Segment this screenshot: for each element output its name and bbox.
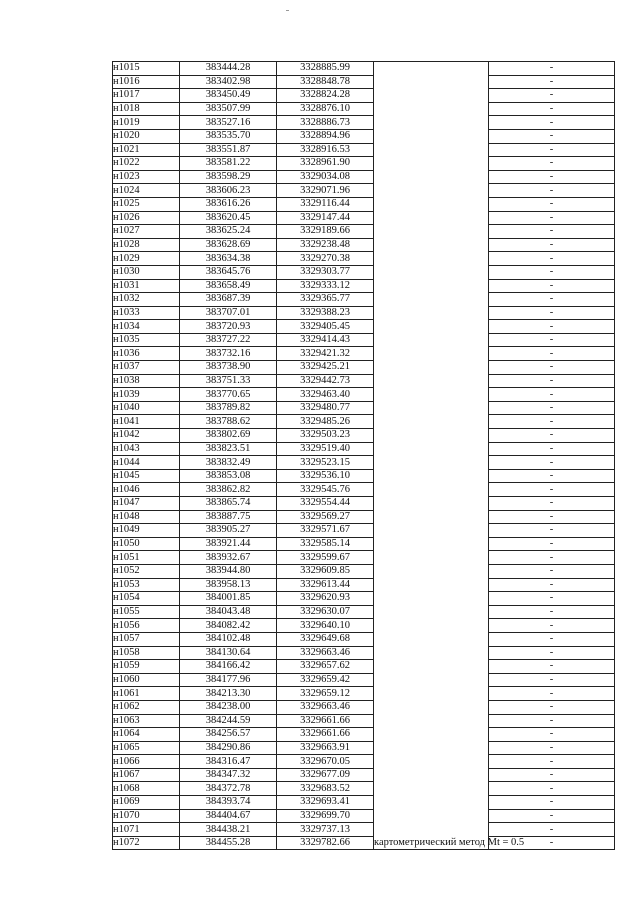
y-coordinate-cell: 3329693.41 bbox=[277, 796, 374, 810]
x-coordinate-cell: 383527.16 bbox=[180, 116, 277, 130]
y-coordinate-cell: 3329657.62 bbox=[277, 660, 374, 674]
point-id-cell: н1055 bbox=[113, 605, 180, 619]
y-coordinate-cell: 3329442.73 bbox=[277, 374, 374, 388]
table-row bbox=[113, 225, 615, 239]
y-coordinate-cell: 3329571.67 bbox=[277, 524, 374, 538]
table-row bbox=[113, 646, 615, 660]
accuracy-cell: - bbox=[489, 320, 615, 334]
table-row bbox=[113, 333, 615, 347]
y-coordinate-cell: 3329599.67 bbox=[277, 551, 374, 565]
accuracy-cell: - bbox=[489, 143, 615, 157]
y-coordinate-cell: 3329659.12 bbox=[277, 687, 374, 701]
x-coordinate-cell: 383535.70 bbox=[180, 129, 277, 143]
y-coordinate-cell: 3329523.15 bbox=[277, 456, 374, 470]
y-coordinate-cell: 3329333.12 bbox=[277, 279, 374, 293]
accuracy-cell: - bbox=[489, 660, 615, 674]
table-row bbox=[113, 497, 615, 511]
point-id-cell: н1038 bbox=[113, 374, 180, 388]
point-id-cell: н1050 bbox=[113, 537, 180, 551]
accuracy-cell: - bbox=[489, 564, 615, 578]
x-coordinate-cell: 383905.27 bbox=[180, 524, 277, 538]
y-coordinate-cell: 3329414.43 bbox=[277, 333, 374, 347]
point-id-cell: н1028 bbox=[113, 238, 180, 252]
point-id-cell: н1034 bbox=[113, 320, 180, 334]
table-row bbox=[113, 388, 615, 402]
x-coordinate-cell: 383645.76 bbox=[180, 265, 277, 279]
accuracy-cell: - bbox=[489, 374, 615, 388]
point-id-cell: н1039 bbox=[113, 388, 180, 402]
table-row bbox=[113, 320, 615, 334]
accuracy-cell: - bbox=[489, 768, 615, 782]
point-id-cell: н1021 bbox=[113, 143, 180, 157]
y-coordinate-cell: 3329649.68 bbox=[277, 632, 374, 646]
y-coordinate-cell: 3329545.76 bbox=[277, 483, 374, 497]
x-coordinate-cell: 384316.47 bbox=[180, 755, 277, 769]
y-coordinate-cell: 3328894.96 bbox=[277, 129, 374, 143]
accuracy-cell: - bbox=[489, 102, 615, 116]
accuracy-cell: - bbox=[489, 401, 615, 415]
point-id-cell: н1072 bbox=[113, 836, 180, 850]
x-coordinate-cell: 383802.69 bbox=[180, 429, 277, 443]
x-coordinate-cell: 383616.26 bbox=[180, 197, 277, 211]
table-row bbox=[113, 102, 615, 116]
accuracy-cell: - bbox=[489, 361, 615, 375]
table-row bbox=[113, 442, 615, 456]
y-coordinate-cell: 3329585.14 bbox=[277, 537, 374, 551]
y-coordinate-cell: 3329071.96 bbox=[277, 184, 374, 198]
y-coordinate-cell: 3328876.10 bbox=[277, 102, 374, 116]
accuracy-cell: - bbox=[489, 238, 615, 252]
x-coordinate-cell: 383887.75 bbox=[180, 510, 277, 524]
x-coordinate-cell: 383832.49 bbox=[180, 456, 277, 470]
point-id-cell: н1048 bbox=[113, 510, 180, 524]
x-coordinate-cell: 383444.28 bbox=[180, 62, 277, 76]
point-id-cell: н1027 bbox=[113, 225, 180, 239]
method-note: картометрический метод Mt = 0.5 bbox=[374, 837, 525, 849]
table-row bbox=[113, 265, 615, 279]
accuracy-cell: - bbox=[489, 782, 615, 796]
accuracy-cell: - bbox=[489, 592, 615, 606]
table-row bbox=[113, 469, 615, 483]
point-id-cell: н1036 bbox=[113, 347, 180, 361]
x-coordinate-cell: 383634.38 bbox=[180, 252, 277, 266]
table-row bbox=[113, 592, 615, 606]
x-coordinate-cell: 383687.39 bbox=[180, 293, 277, 307]
x-coordinate-cell: 383770.65 bbox=[180, 388, 277, 402]
point-id-cell: н1066 bbox=[113, 755, 180, 769]
accuracy-cell: - bbox=[489, 619, 615, 633]
accuracy-cell: - bbox=[489, 197, 615, 211]
accuracy-cell: - bbox=[489, 836, 615, 850]
point-id-cell: н1047 bbox=[113, 497, 180, 511]
x-coordinate-cell: 384043.48 bbox=[180, 605, 277, 619]
y-coordinate-cell: 3329270.38 bbox=[277, 252, 374, 266]
point-id-cell: н1058 bbox=[113, 646, 180, 660]
point-id-cell: н1046 bbox=[113, 483, 180, 497]
point-id-cell: н1044 bbox=[113, 456, 180, 470]
x-coordinate-cell: 384244.59 bbox=[180, 714, 277, 728]
y-coordinate-cell: 3328848.78 bbox=[277, 75, 374, 89]
x-coordinate-cell: 383853.08 bbox=[180, 469, 277, 483]
table-row bbox=[113, 551, 615, 565]
point-id-cell: н1024 bbox=[113, 184, 180, 198]
table-row bbox=[113, 782, 615, 796]
table-row bbox=[113, 796, 615, 810]
x-coordinate-cell: 383707.01 bbox=[180, 306, 277, 320]
point-id-cell: н1069 bbox=[113, 796, 180, 810]
x-coordinate-cell: 383507.99 bbox=[180, 102, 277, 116]
accuracy-cell: - bbox=[489, 796, 615, 810]
x-coordinate-cell: 383450.49 bbox=[180, 89, 277, 103]
accuracy-cell: - bbox=[489, 809, 615, 823]
x-coordinate-cell: 384238.00 bbox=[180, 700, 277, 714]
y-coordinate-cell: 3328824.28 bbox=[277, 89, 374, 103]
y-coordinate-cell: 3329683.52 bbox=[277, 782, 374, 796]
x-coordinate-cell: 383402.98 bbox=[180, 75, 277, 89]
point-id-cell: н1016 bbox=[113, 75, 180, 89]
point-id-cell: н1065 bbox=[113, 741, 180, 755]
x-coordinate-cell: 383606.23 bbox=[180, 184, 277, 198]
accuracy-cell: - bbox=[489, 741, 615, 755]
accuracy-cell: - bbox=[489, 823, 615, 837]
table-row bbox=[113, 143, 615, 157]
table-row bbox=[113, 755, 615, 769]
point-id-cell: н1026 bbox=[113, 211, 180, 225]
accuracy-cell: - bbox=[489, 646, 615, 660]
accuracy-cell: - bbox=[489, 333, 615, 347]
point-id-cell: н1051 bbox=[113, 551, 180, 565]
scan-mark bbox=[286, 10, 289, 11]
y-coordinate-cell: 3329238.48 bbox=[277, 238, 374, 252]
y-coordinate-cell: 3329661.66 bbox=[277, 714, 374, 728]
y-coordinate-cell: 3329661.66 bbox=[277, 728, 374, 742]
accuracy-cell: - bbox=[489, 483, 615, 497]
y-coordinate-cell: 3329737.13 bbox=[277, 823, 374, 837]
x-coordinate-cell: 383658.49 bbox=[180, 279, 277, 293]
point-id-cell: н1059 bbox=[113, 660, 180, 674]
table-row bbox=[113, 836, 615, 850]
x-coordinate-cell: 384177.96 bbox=[180, 673, 277, 687]
table-row bbox=[113, 714, 615, 728]
table-row bbox=[113, 524, 615, 538]
table-row bbox=[113, 823, 615, 837]
table-row bbox=[113, 184, 615, 198]
table-row bbox=[113, 510, 615, 524]
y-coordinate-cell: 3329485.26 bbox=[277, 415, 374, 429]
y-coordinate-cell: 3329405.45 bbox=[277, 320, 374, 334]
y-coordinate-cell: 3329640.10 bbox=[277, 619, 374, 633]
y-coordinate-cell: 3329782.66 bbox=[277, 836, 374, 850]
table-row bbox=[113, 687, 615, 701]
x-coordinate-cell: 383921.44 bbox=[180, 537, 277, 551]
y-coordinate-cell: 3329425.21 bbox=[277, 361, 374, 375]
table-row bbox=[113, 157, 615, 171]
table-row bbox=[113, 238, 615, 252]
table-row bbox=[113, 673, 615, 687]
accuracy-cell: - bbox=[489, 265, 615, 279]
y-coordinate-cell: 3329503.23 bbox=[277, 429, 374, 443]
x-coordinate-cell: 383628.69 bbox=[180, 238, 277, 252]
table-row bbox=[113, 252, 615, 266]
point-id-cell: н1019 bbox=[113, 116, 180, 130]
point-id-cell: н1049 bbox=[113, 524, 180, 538]
accuracy-cell: - bbox=[489, 605, 615, 619]
table-row bbox=[113, 537, 615, 551]
table-row bbox=[113, 401, 615, 415]
point-id-cell: н1060 bbox=[113, 673, 180, 687]
x-coordinate-cell: 383789.82 bbox=[180, 401, 277, 415]
point-id-cell: н1022 bbox=[113, 157, 180, 171]
accuracy-cell: - bbox=[489, 510, 615, 524]
table-row bbox=[113, 361, 615, 375]
x-coordinate-cell: 383944.80 bbox=[180, 564, 277, 578]
table-row bbox=[113, 632, 615, 646]
point-id-cell: н1043 bbox=[113, 442, 180, 456]
table-row bbox=[113, 211, 615, 225]
accuracy-cell: - bbox=[489, 225, 615, 239]
x-coordinate-cell: 383823.51 bbox=[180, 442, 277, 456]
x-coordinate-cell: 384393.74 bbox=[180, 796, 277, 810]
y-coordinate-cell: 3329663.46 bbox=[277, 700, 374, 714]
x-coordinate-cell: 384102.48 bbox=[180, 632, 277, 646]
accuracy-cell: - bbox=[489, 714, 615, 728]
x-coordinate-cell: 383551.87 bbox=[180, 143, 277, 157]
x-coordinate-cell: 383581.22 bbox=[180, 157, 277, 171]
coordinates-table bbox=[112, 61, 615, 850]
table-row bbox=[113, 197, 615, 211]
table-row bbox=[113, 129, 615, 143]
table-row bbox=[113, 578, 615, 592]
point-id-cell: н1061 bbox=[113, 687, 180, 701]
accuracy-cell: - bbox=[489, 537, 615, 551]
accuracy-cell: - bbox=[489, 75, 615, 89]
point-id-cell: н1029 bbox=[113, 252, 180, 266]
table-row bbox=[113, 809, 615, 823]
point-id-cell: н1033 bbox=[113, 306, 180, 320]
x-coordinate-cell: 383720.93 bbox=[180, 320, 277, 334]
table-row bbox=[113, 306, 615, 320]
table-row bbox=[113, 347, 615, 361]
point-id-cell: н1054 bbox=[113, 592, 180, 606]
table-row bbox=[113, 75, 615, 89]
table-row bbox=[113, 279, 615, 293]
point-id-cell: н1068 bbox=[113, 782, 180, 796]
table-row bbox=[113, 660, 615, 674]
point-id-cell: н1017 bbox=[113, 89, 180, 103]
y-coordinate-cell: 3329663.46 bbox=[277, 646, 374, 660]
accuracy-cell: - bbox=[489, 89, 615, 103]
accuracy-cell: - bbox=[489, 388, 615, 402]
accuracy-cell: - bbox=[489, 755, 615, 769]
y-coordinate-cell: 3329189.66 bbox=[277, 225, 374, 239]
x-coordinate-cell: 383732.16 bbox=[180, 347, 277, 361]
accuracy-cell: - bbox=[489, 578, 615, 592]
table-row bbox=[113, 429, 615, 443]
point-id-cell: н1057 bbox=[113, 632, 180, 646]
point-id-cell: н1025 bbox=[113, 197, 180, 211]
point-id-cell: н1045 bbox=[113, 469, 180, 483]
point-id-cell: н1020 bbox=[113, 129, 180, 143]
point-id-cell: н1030 bbox=[113, 265, 180, 279]
accuracy-cell: - bbox=[489, 524, 615, 538]
point-id-cell: н1070 bbox=[113, 809, 180, 823]
point-id-cell: н1018 bbox=[113, 102, 180, 116]
y-coordinate-cell: 3329554.44 bbox=[277, 497, 374, 511]
accuracy-cell: - bbox=[489, 632, 615, 646]
point-id-cell: н1035 bbox=[113, 333, 180, 347]
x-coordinate-cell: 384347.32 bbox=[180, 768, 277, 782]
accuracy-cell: - bbox=[489, 456, 615, 470]
table-row bbox=[113, 374, 615, 388]
point-id-cell: н1053 bbox=[113, 578, 180, 592]
table-row bbox=[113, 564, 615, 578]
accuracy-cell: - bbox=[489, 306, 615, 320]
y-coordinate-cell: 3329480.77 bbox=[277, 401, 374, 415]
point-id-cell: н1041 bbox=[113, 415, 180, 429]
x-coordinate-cell: 384372.78 bbox=[180, 782, 277, 796]
y-coordinate-cell: 3329519.40 bbox=[277, 442, 374, 456]
accuracy-cell: - bbox=[489, 497, 615, 511]
point-id-cell: н1062 bbox=[113, 700, 180, 714]
x-coordinate-cell: 383738.90 bbox=[180, 361, 277, 375]
method-cell bbox=[374, 62, 525, 850]
x-coordinate-cell: 383932.67 bbox=[180, 551, 277, 565]
table-row bbox=[113, 170, 615, 184]
y-coordinate-cell: 3329609.85 bbox=[277, 564, 374, 578]
table-row bbox=[113, 483, 615, 497]
accuracy-cell: - bbox=[489, 184, 615, 198]
point-id-cell: н1042 bbox=[113, 429, 180, 443]
y-coordinate-cell: 3329463.40 bbox=[277, 388, 374, 402]
accuracy-cell: - bbox=[489, 116, 615, 130]
x-coordinate-cell: 384290.86 bbox=[180, 741, 277, 755]
y-coordinate-cell: 3329670.05 bbox=[277, 755, 374, 769]
table-row bbox=[113, 741, 615, 755]
accuracy-cell: - bbox=[489, 279, 615, 293]
point-id-cell: н1063 bbox=[113, 714, 180, 728]
accuracy-cell: - bbox=[489, 673, 615, 687]
table-row bbox=[113, 293, 615, 307]
x-coordinate-cell: 383727.22 bbox=[180, 333, 277, 347]
y-coordinate-cell: 3329620.93 bbox=[277, 592, 374, 606]
y-coordinate-cell: 3329421.32 bbox=[277, 347, 374, 361]
table-row bbox=[113, 415, 615, 429]
accuracy-cell: - bbox=[489, 728, 615, 742]
y-coordinate-cell: 3329677.09 bbox=[277, 768, 374, 782]
accuracy-cell: - bbox=[489, 551, 615, 565]
x-coordinate-cell: 384404.67 bbox=[180, 809, 277, 823]
point-id-cell: н1037 bbox=[113, 361, 180, 375]
y-coordinate-cell: 3329303.77 bbox=[277, 265, 374, 279]
point-id-cell: н1040 bbox=[113, 401, 180, 415]
y-coordinate-cell: 3329630.07 bbox=[277, 605, 374, 619]
table-row bbox=[113, 605, 615, 619]
point-id-cell: н1023 bbox=[113, 170, 180, 184]
accuracy-cell: - bbox=[489, 469, 615, 483]
point-id-cell: н1071 bbox=[113, 823, 180, 837]
accuracy-cell: - bbox=[489, 252, 615, 266]
point-id-cell: н1064 bbox=[113, 728, 180, 742]
x-coordinate-cell: 384166.42 bbox=[180, 660, 277, 674]
y-coordinate-cell: 3328885.99 bbox=[277, 62, 374, 76]
y-coordinate-cell: 3329663.91 bbox=[277, 741, 374, 755]
accuracy-cell: - bbox=[489, 700, 615, 714]
x-coordinate-cell: 384001.85 bbox=[180, 592, 277, 606]
table-row bbox=[113, 728, 615, 742]
x-coordinate-cell: 383598.29 bbox=[180, 170, 277, 184]
table-row bbox=[113, 89, 615, 103]
x-coordinate-cell: 383862.82 bbox=[180, 483, 277, 497]
point-id-cell: н1032 bbox=[113, 293, 180, 307]
table-row bbox=[113, 456, 615, 470]
accuracy-cell: - bbox=[489, 442, 615, 456]
point-id-cell: н1015 bbox=[113, 62, 180, 76]
y-coordinate-cell: 3329569.27 bbox=[277, 510, 374, 524]
y-coordinate-cell: 3329699.70 bbox=[277, 809, 374, 823]
x-coordinate-cell: 384130.64 bbox=[180, 646, 277, 660]
y-coordinate-cell: 3328961.90 bbox=[277, 157, 374, 171]
y-coordinate-cell: 3329613.44 bbox=[277, 578, 374, 592]
x-coordinate-cell: 384213.30 bbox=[180, 687, 277, 701]
x-coordinate-cell: 384256.57 bbox=[180, 728, 277, 742]
y-coordinate-cell: 3329116.44 bbox=[277, 197, 374, 211]
point-id-cell: н1056 bbox=[113, 619, 180, 633]
point-id-cell: н1052 bbox=[113, 564, 180, 578]
point-id-cell: н1067 bbox=[113, 768, 180, 782]
x-coordinate-cell: 384438.21 bbox=[180, 823, 277, 837]
accuracy-cell: - bbox=[489, 129, 615, 143]
y-coordinate-cell: 3329365.77 bbox=[277, 293, 374, 307]
accuracy-cell: - bbox=[489, 62, 615, 76]
x-coordinate-cell: 384455.28 bbox=[180, 836, 277, 850]
y-coordinate-cell: 3329388.23 bbox=[277, 306, 374, 320]
x-coordinate-cell: 383620.45 bbox=[180, 211, 277, 225]
accuracy-cell: - bbox=[489, 170, 615, 184]
accuracy-cell: - bbox=[489, 415, 615, 429]
y-coordinate-cell: 3328916.53 bbox=[277, 143, 374, 157]
table-row bbox=[113, 768, 615, 782]
y-coordinate-cell: 3329659.42 bbox=[277, 673, 374, 687]
x-coordinate-cell: 383625.24 bbox=[180, 225, 277, 239]
y-coordinate-cell: 3329536.10 bbox=[277, 469, 374, 483]
accuracy-cell: - bbox=[489, 157, 615, 171]
accuracy-cell: - bbox=[489, 347, 615, 361]
accuracy-cell: - bbox=[489, 687, 615, 701]
x-coordinate-cell: 383751.33 bbox=[180, 374, 277, 388]
coordinates-table-body bbox=[113, 62, 615, 850]
y-coordinate-cell: 3329034.08 bbox=[277, 170, 374, 184]
table-row bbox=[113, 62, 615, 76]
x-coordinate-cell: 383958.13 bbox=[180, 578, 277, 592]
table-row bbox=[113, 700, 615, 714]
accuracy-cell: - bbox=[489, 211, 615, 225]
accuracy-cell: - bbox=[489, 429, 615, 443]
x-coordinate-cell: 383788.62 bbox=[180, 415, 277, 429]
table-row bbox=[113, 116, 615, 130]
table-row bbox=[113, 619, 615, 633]
x-coordinate-cell: 383865.74 bbox=[180, 497, 277, 511]
x-coordinate-cell: 384082.42 bbox=[180, 619, 277, 633]
point-id-cell: н1031 bbox=[113, 279, 180, 293]
y-coordinate-cell: 3329147.44 bbox=[277, 211, 374, 225]
y-coordinate-cell: 3328886.73 bbox=[277, 116, 374, 130]
accuracy-cell: - bbox=[489, 293, 615, 307]
